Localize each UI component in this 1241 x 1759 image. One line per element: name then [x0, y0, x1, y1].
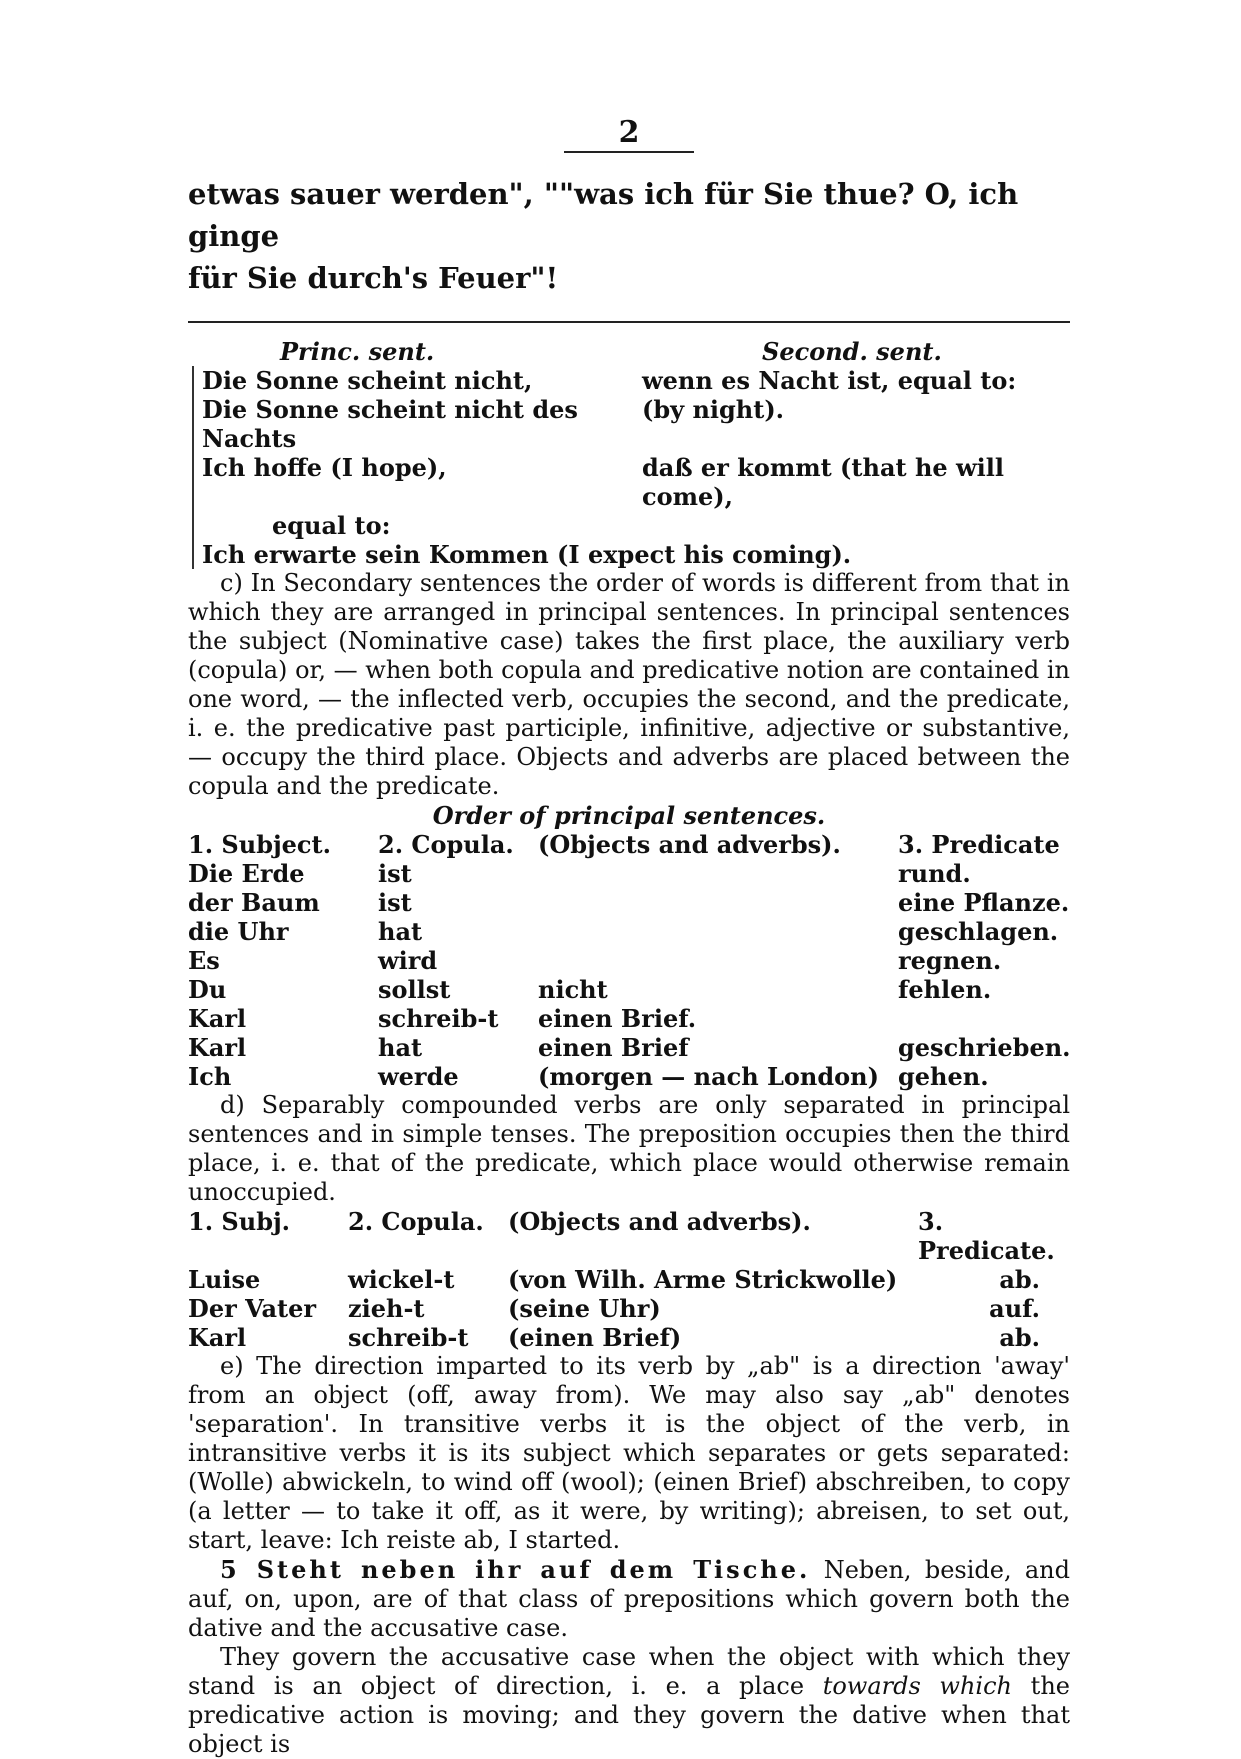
- table2-cell: (seine Uhr): [508, 1294, 661, 1323]
- paragraph-last-b: the predicative action is moving; and they govern the dative when that object is: [188, 1672, 1070, 1758]
- table1-cell: der Baum: [188, 888, 320, 917]
- table1-cell: wird: [378, 946, 438, 975]
- table1-cell: Es: [188, 946, 220, 975]
- table2-cell: ab.: [999, 1265, 1040, 1294]
- table1-cell: [538, 859, 898, 888]
- table1-cell: geschrieben.: [898, 1033, 1071, 1062]
- table2-cell: (einen Brief): [508, 1323, 682, 1352]
- table2-cell: schreib-t: [348, 1323, 469, 1352]
- intro-line-1: etwas sauer werden", ""was ich für Sie thue? O, ich ginge: [188, 177, 1019, 253]
- table1-cell: werde: [378, 1062, 459, 1091]
- table1-cell: nicht: [538, 975, 608, 1004]
- table2-cell: ab.: [999, 1323, 1040, 1352]
- table1-cell: regnen.: [898, 946, 1002, 975]
- table1-cell: einen Brief.: [538, 1004, 697, 1033]
- table1-header: 2. Copula.: [378, 830, 514, 859]
- paragraph-5-lead: 5 Steht neben ihr auf dem Tische.: [220, 1555, 811, 1584]
- table1-cell: hat: [378, 1033, 423, 1062]
- table1-cell: schreib-t: [378, 1004, 499, 1033]
- table2-cell: wickel-t: [348, 1265, 455, 1294]
- sentence-pairs: [192, 366, 1070, 569]
- table2-header: 3. Predicate.: [918, 1207, 1055, 1265]
- table2-cell: (von Wilh. Arme Strickwolle): [508, 1265, 898, 1294]
- table1-header: 3. Predicate: [898, 830, 1060, 859]
- table1-cell: geschlagen.: [898, 917, 1059, 946]
- table1-cell: Ich: [188, 1062, 232, 1091]
- table1-cell: [538, 917, 898, 946]
- paragraph-last-emphasis: towards which: [822, 1672, 1013, 1700]
- table1-cell: hat: [378, 917, 423, 946]
- table1-header: 1. Subject.: [188, 830, 331, 859]
- page-number: 2: [618, 115, 640, 150]
- table1-cell: Die Erde: [188, 859, 305, 888]
- table1: [188, 830, 1070, 1091]
- table1-cell: [898, 1004, 1070, 1033]
- table2-header: 1. Subj.: [188, 1207, 291, 1236]
- pair-row: [202, 395, 1070, 453]
- pair-left: Die Sonne scheint nicht des Nachts: [202, 395, 578, 453]
- intro-line-2: für Sie durch's Feuer"!: [188, 261, 559, 295]
- header-second: Second. sent.: [762, 337, 942, 366]
- pair-right: daß er kommt (that he will come),: [642, 453, 1005, 511]
- paragraph-last: [188, 1643, 1070, 1759]
- page: [188, 115, 1071, 1759]
- pair-left: Die Sonne scheint nicht,: [202, 366, 533, 395]
- paragraph-d: d) Separably compounded verbs are only separated in principal sentences and in simple tenses. The preposition occupies then the third place, i. e. that of the predicate, which place would otherwise remain unoccupied.: [188, 1091, 1070, 1206]
- sentence-headers: [188, 337, 1070, 366]
- table2-cell: auf.: [989, 1294, 1040, 1323]
- table1-cell: ist: [378, 888, 412, 917]
- table2-cell: Karl: [188, 1323, 247, 1352]
- table2: [188, 1207, 1070, 1352]
- table1-cell: Du: [188, 975, 227, 1004]
- pair-right: wenn es Nacht ist, equal to:: [642, 366, 1017, 395]
- table1-cell: die Uhr: [188, 917, 289, 946]
- table2-header: 2. Copula.: [348, 1207, 484, 1236]
- table1-cell: fehlen.: [898, 975, 992, 1004]
- table2-cell: Der Vater: [188, 1294, 317, 1323]
- table1-cell: (morgen — nach London): [538, 1062, 879, 1091]
- pair-equal-to: equal to:: [272, 511, 391, 540]
- pair-left: Ich hoffe (I hope),: [202, 453, 447, 482]
- table1-cell: Karl: [188, 1004, 247, 1033]
- table1-cell: eine Pflanze.: [898, 888, 1070, 917]
- table1-cell: gehen.: [898, 1062, 989, 1091]
- paragraph-5-rest: Neben, beside, and auf, on, upon, are of that class of prepositions which govern both the dative and the accusative case.: [188, 1556, 1070, 1642]
- paragraph-e: e) The direction imparted to its verb by „ab" is a direction 'away' from an object (off, away from). We may also say „ab" denotes 'separation'. In transitive verbs it is the object of the verb, in intransitive verbs it is its subject which separates or gets separated: (Wolle) abwickeln, to wind off (wool); (einen Brief) abschreiben, to copy (a letter — to take it off, as it were, by writing); abreisen, to set out, start, leave: Ich reiste ab, I started.: [188, 1352, 1070, 1554]
- paragraph-5: [188, 1555, 1070, 1643]
- table2-cell: Luise: [188, 1265, 261, 1294]
- pair-row: [202, 366, 1070, 395]
- header-princ: Princ. sent.: [280, 337, 435, 366]
- table1-cell: einen Brief: [538, 1033, 689, 1062]
- table1-cell: rund.: [898, 859, 971, 888]
- section-divider: [188, 321, 1070, 323]
- table1-cell: Karl: [188, 1033, 247, 1062]
- paragraph-last-a: They govern the accusative case when the object with which they stand is an object of direction, i. e. a place: [188, 1643, 1070, 1700]
- table1-title: Order of principal sentences.: [432, 801, 826, 830]
- page-number-rule: [564, 151, 694, 153]
- table1-cell: sollst: [378, 975, 451, 1004]
- table2-cell: zieh-t: [348, 1294, 425, 1323]
- pair-right: (by night).: [642, 395, 785, 424]
- paragraph-c: c) In Secondary sentences the order of words is different from that in which they are arranged in principal sentences. In principal sentences the subject (Nominative case) takes the first place, the auxiliary verb (copula) or, — when both copula and predicative notion are contained in one word, — the inflected verb, occupies the second, and the predicate, i. e. the predicative past participle, infinitive, adjective or substantive, — occupy the third place. Objects and adverbs are placed between the copula and the predicate.: [188, 569, 1070, 800]
- pair-last: Ich erwarte sein Kommen (I expect his coming).: [202, 540, 852, 569]
- pair-row: [202, 453, 1070, 511]
- table1-cell: [538, 946, 898, 975]
- table1-cell: ist: [378, 859, 412, 888]
- table2-header: (Objects and adverbs).: [508, 1207, 811, 1236]
- table1-cell: [538, 888, 898, 917]
- table1-header: (Objects and adverbs).: [538, 830, 841, 859]
